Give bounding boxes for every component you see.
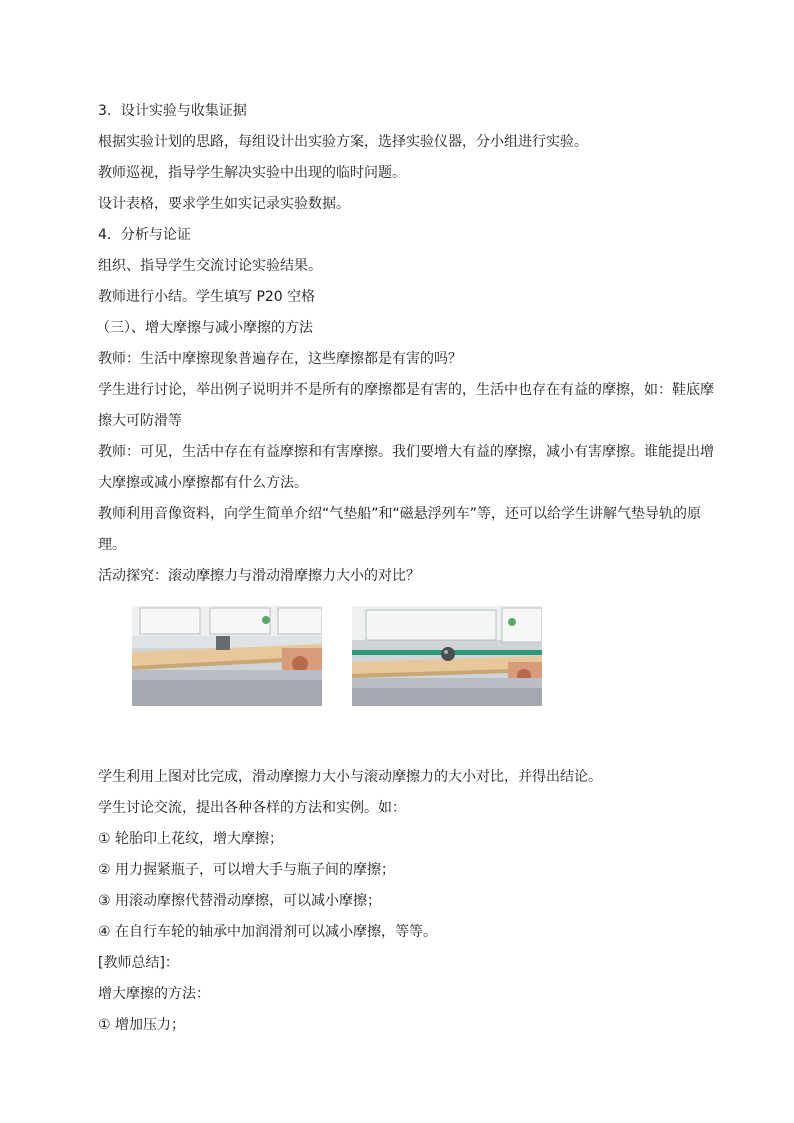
paragraph: 学生讨论交流，提出各种各样的方法和实例。如： (98, 800, 406, 816)
paragraph: 教师巡视，指导学生解决实验中出现的临时问题。 (98, 165, 406, 181)
list-item: ① 轮胎印上花纹，增大摩擦； (98, 831, 284, 847)
paragraph: 学生进行讨论，举出例子说明并不是所有的摩擦都是有害的，生活中也存在有益的摩擦，如：鞋底摩擦大可防滑等 (98, 382, 714, 429)
paragraph: 设计表格，要求学生如实记录实验数据。 (98, 196, 350, 212)
sliding-friction-photo (132, 606, 322, 706)
rolling-friction-photo (352, 606, 542, 706)
list-item: ① 增加压力； (98, 1017, 186, 1033)
paragraph: 组织、指导学生交流讨论实验结果。 (98, 258, 322, 274)
paragraph: 教师利用音像资料，向学生简单介绍“气垫船”和“磁悬浮列车”等，还可以给学生讲解气垫导轨的原理。 (98, 506, 702, 553)
figure-row (98, 592, 728, 762)
section-heading-4: 4．分析与论证 (98, 227, 191, 243)
paragraph: 教师：可见，生活中存在有益摩擦和有害摩擦。我们要增大有益的摩擦，减小有害摩擦。谁能提出增大摩擦或减小摩擦都有什么方法。 (98, 444, 714, 491)
list-item: ③ 用滚动摩擦代替滑动摩擦，可以减小摩擦； (98, 893, 381, 909)
paragraph: 学生利用上图对比完成，滑动摩擦力大小与滚动摩擦力的大小对比，并得出结论。 (98, 769, 602, 785)
teacher-summary-label: [教师总结]： (98, 955, 179, 971)
section-heading-three: （三）、增大摩擦与减小摩擦的方法 (96, 320, 313, 336)
paragraph: 根据实验计划的思路，每组设计出实验方案，选择实验仪器，分小组进行实验。 (98, 134, 588, 150)
list-item: ④ 在自行车轮的轴承中加润滑剂可以减小摩擦，等等。 (98, 924, 437, 940)
subheading: 增大摩擦的方法： (98, 986, 210, 1002)
paragraph: 教师：生活中摩擦现象普遍存在，这些摩擦都是有害的吗？ (98, 351, 462, 367)
activity-heading: 活动探究：滚动摩擦力与滑动滑摩擦力大小的对比？ (98, 568, 420, 584)
section-heading-3: 3．设计实验与收集证据 (98, 103, 247, 119)
list-item: ② 用力握紧瓶子，可以增大手与瓶子间的摩擦； (98, 862, 395, 878)
document-body (98, 96, 728, 1041)
paragraph: 教师进行小结。学生填写 P20 空格 (98, 289, 316, 305)
